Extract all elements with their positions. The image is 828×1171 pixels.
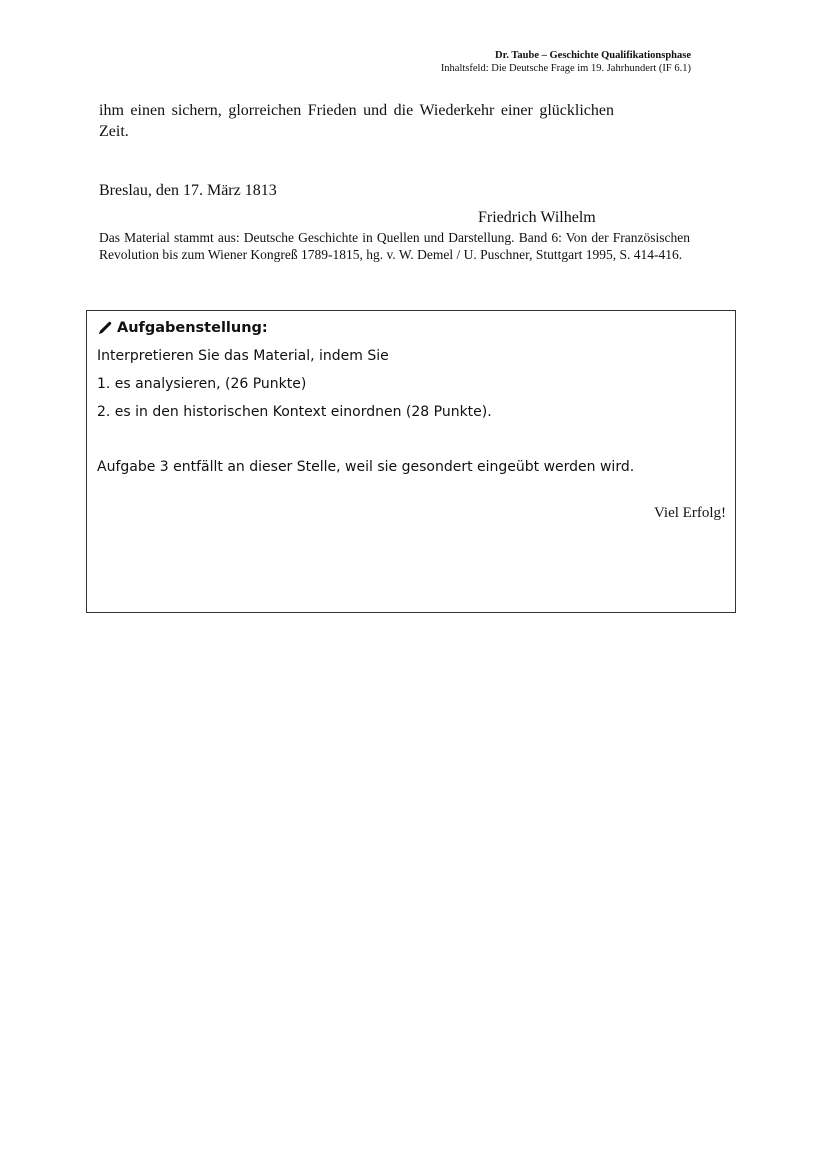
source-citation: Das Material stammt aus: Deutsche Geschichte in Quellen und Darstellung. Band 6: Von der Französischen Revolution bis zum Wiener Kongreß 1789-1815, hg. v. W. Demel / U. Puschner, Stuttgart 1995, S. 414-416. <box>99 230 690 262</box>
task-item-1: 1. es analysieren, (26 Punkte) <box>97 376 307 392</box>
task-box <box>86 310 736 613</box>
task-title: Aufgabenstellung: <box>117 320 268 336</box>
page-header <box>441 49 691 75</box>
pen-icon <box>97 320 113 336</box>
task-item-2: 2. es in den historischen Kontext einordnen (28 Punkte). <box>97 404 492 420</box>
closing-wish: Viel Erfolg! <box>654 505 726 521</box>
task-intro: Interpretieren Sie das Material, indem Sie <box>97 348 389 364</box>
header-topic: Inhaltsfeld: Die Deutsche Frage im 19. Jahrhundert (IF 6.1) <box>440 63 691 74</box>
signature: Friedrich Wilhelm <box>478 209 596 226</box>
header-author-course: Dr. Taube – Geschichte Qualifikationsphase <box>495 50 691 61</box>
place-date: Breslau, den 17. März 1813 <box>99 182 277 199</box>
task-heading <box>97 318 268 338</box>
task-note: Aufgabe 3 entfällt an dieser Stelle, weil sie gesondert eingeübt werden wird. <box>97 459 635 475</box>
quote-text: ihm einen sichern, glorreichen Frieden und die Wiederkehr einer glücklichen Zeit. <box>99 102 614 140</box>
